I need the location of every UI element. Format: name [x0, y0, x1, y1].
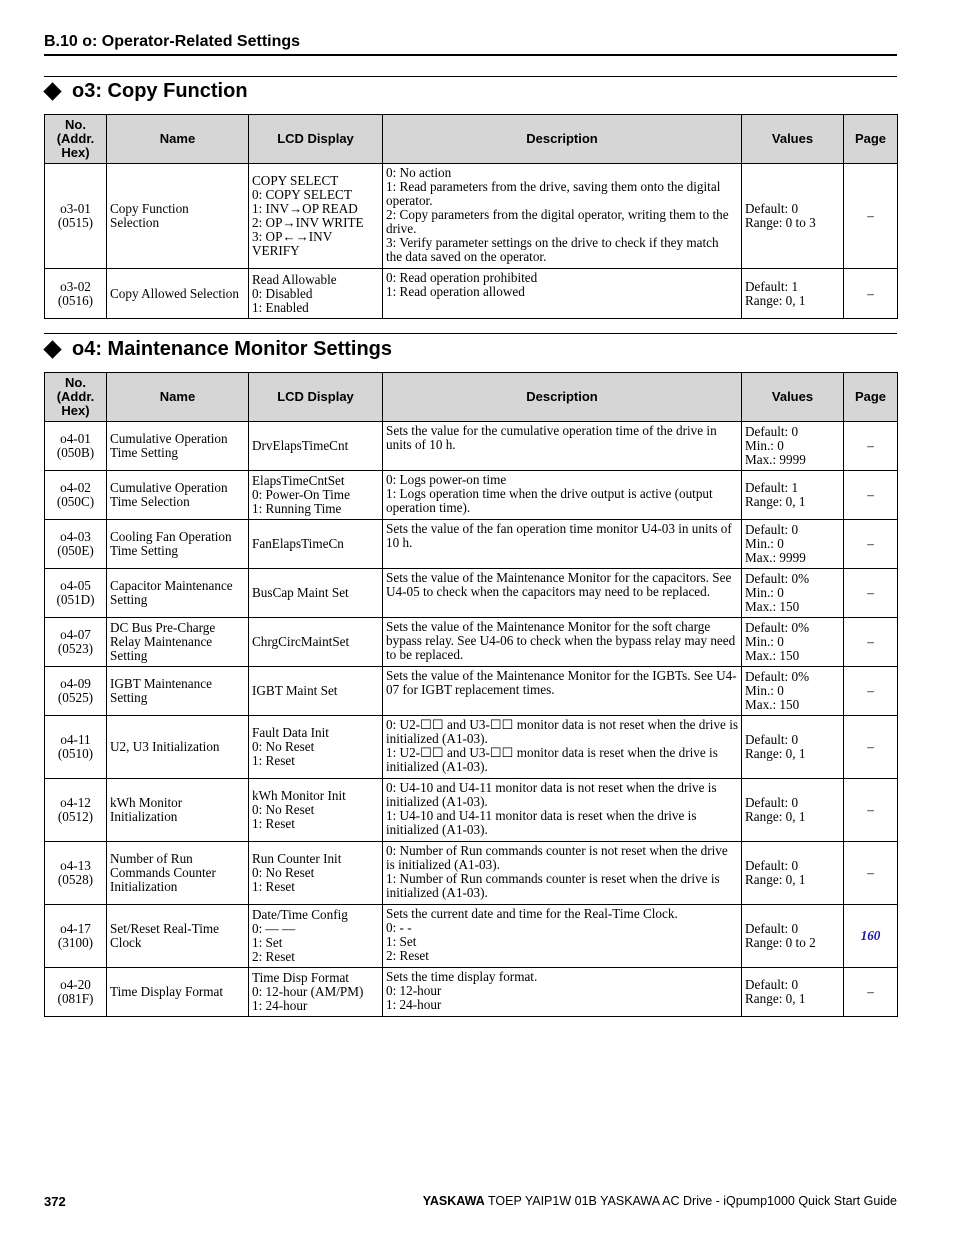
- cell-page: –: [844, 520, 898, 569]
- cell-no: o4-11 (0510): [45, 716, 107, 779]
- cell-name: Cumulative Operation Time Setting: [107, 422, 249, 471]
- cell-lcd: Fault Data Init 0: No Reset 1: Reset: [249, 716, 383, 779]
- cell-desc: 0: Read operation prohibited 1: Read operation allowed: [383, 269, 742, 319]
- cell-values: Default: 0 Range: 0, 1: [742, 716, 844, 779]
- column-header-values: Values: [742, 373, 844, 422]
- cell-no: o3-01 (0515): [45, 164, 107, 269]
- table-header-row: [45, 115, 898, 164]
- cell-lcd: IGBT Maint Set: [249, 667, 383, 716]
- cell-page: –: [844, 164, 898, 269]
- cell-lcd: ChrgCircMaintSet: [249, 618, 383, 667]
- cell-lcd: ElapsTimeCntSet 0: Power-On Time 1: Running Time: [249, 471, 383, 520]
- table-row: [45, 269, 898, 319]
- cell-name: U2, U3 Initialization: [107, 716, 249, 779]
- cell-desc: Sets the value of the Maintenance Monitor for the capacitors. See U4-05 to check when the capacitors may need to be replaced.: [383, 569, 742, 618]
- column-header-no: No. (Addr. Hex): [45, 373, 107, 422]
- column-header-desc: Description: [383, 115, 742, 164]
- cell-page: –: [844, 716, 898, 779]
- cell-name: Capacitor Maintenance Setting: [107, 569, 249, 618]
- cell-no: o4-02 (050C): [45, 471, 107, 520]
- cell-lcd: Read Allowable 0: Disabled 1: Enabled: [249, 269, 383, 319]
- footer-doc: TOEP YAIP1W 01B YASKAWA AC Drive - iQpump1000 Quick Start Guide: [484, 1194, 897, 1208]
- cell-lcd: FanElapsTimeCn: [249, 520, 383, 569]
- cell-desc: 0: Logs power-on time 1: Logs operation time when the drive output is active (output operation time).: [383, 471, 742, 520]
- cell-no: o4-09 (0525): [45, 667, 107, 716]
- table-row: [45, 667, 898, 716]
- cell-desc: Sets the value for the cumulative operation time of the drive in units of 10 h.: [383, 422, 742, 471]
- cell-no: o4-03 (050E): [45, 520, 107, 569]
- cell-lcd: Run Counter Init 0: No Reset 1: Reset: [249, 842, 383, 905]
- cell-values: Default: 1 Range: 0, 1: [742, 269, 844, 319]
- table-row: [45, 569, 898, 618]
- cell-values: Default: 0% Min.: 0 Max.: 150: [742, 667, 844, 716]
- cell-name: DC Bus Pre-Charge Relay Maintenance Setting: [107, 618, 249, 667]
- column-header-name: Name: [107, 373, 249, 422]
- cell-page: –: [844, 471, 898, 520]
- cell-no: o4-01 (050B): [45, 422, 107, 471]
- cell-no: o4-20 (081F): [45, 968, 107, 1017]
- cell-desc: Sets the value of the fan operation time monitor U4-03 in units of 10 h.: [383, 520, 742, 569]
- cell-values: Default: 0% Min.: 0 Max.: 150: [742, 569, 844, 618]
- cell-page: –: [844, 569, 898, 618]
- cell-page: –: [844, 779, 898, 842]
- cell-values: Default: 0 Min.: 0 Max.: 9999: [742, 520, 844, 569]
- cell-values: Default: 0 Range: 0, 1: [742, 779, 844, 842]
- cell-no: o4-12 (0512): [45, 779, 107, 842]
- cell-lcd: Date/Time Config 0: — — 1: Set 2: Reset: [249, 905, 383, 968]
- cell-values: Default: 0 Range: 0 to 2: [742, 905, 844, 968]
- cell-desc: Sets the current date and time for the Real-Time Clock. 0: - - 1: Set 2: Reset: [383, 905, 742, 968]
- cell-page: –: [844, 618, 898, 667]
- cell-no: o3-02 (0516): [45, 269, 107, 319]
- footer-brand: YASKAWA: [422, 1194, 485, 1208]
- cell-values: Default: 0% Min.: 0 Max.: 150: [742, 618, 844, 667]
- diamond-bullet-icon: [43, 340, 61, 358]
- table-row: [45, 716, 898, 779]
- page-link[interactable]: 160: [860, 928, 881, 943]
- cell-name: Cooling Fan Operation Time Setting: [107, 520, 249, 569]
- header-rule: [44, 54, 897, 56]
- cell-page: –: [844, 422, 898, 471]
- table-row: [45, 164, 898, 269]
- cell-desc: Sets the time display format. 0: 12-hour 1: 24-hour: [383, 968, 742, 1017]
- section-title: [44, 338, 392, 361]
- cell-name: Number of Run Commands Counter Initialization: [107, 842, 249, 905]
- table-row: [45, 520, 898, 569]
- column-header-page: Page: [844, 373, 898, 422]
- table-row: [45, 779, 898, 842]
- table-row: [45, 968, 898, 1017]
- page-header-title: B.10 o: Operator-Related Settings: [44, 33, 301, 50]
- cell-desc: 0: No action 1: Read parameters from the drive, saving them onto the digital operator. 2: Copy parameters from the digital operator, writing them to the drive. 3: Verify parameter settings on the drive to check if they match the data saved on the operator.: [383, 164, 742, 269]
- cell-name: Set/Reset Real-Time Clock: [107, 905, 249, 968]
- cell-page: –: [844, 968, 898, 1017]
- cell-values: Default: 0 Range: 0, 1: [742, 968, 844, 1017]
- table-row: [45, 618, 898, 667]
- column-header-name: Name: [107, 115, 249, 164]
- cell-lcd: kWh Monitor Init 0: No Reset 1: Reset: [249, 779, 383, 842]
- parameter-table-o4: [44, 372, 898, 1017]
- section-title-text: o4: Maintenance Monitor Settings: [72, 338, 393, 360]
- section-rule: [44, 76, 897, 77]
- column-header-lcd: LCD Display: [249, 373, 383, 422]
- column-header-no: No. (Addr. Hex): [45, 115, 107, 164]
- cell-desc: 0: U4-10 and U4-11 monitor data is not reset when the drive is initialized (A1-03). 1: U4-10 and U4-11 monitor data is reset when the drive is initialized (A1-03).: [383, 779, 742, 842]
- cell-no: o4-17 (3100): [45, 905, 107, 968]
- section-title-text: o3: Copy Function: [72, 80, 248, 102]
- cell-values: Default: 0 Range: 0 to 3: [742, 164, 844, 269]
- table-row: [45, 842, 898, 905]
- cell-page: –: [844, 667, 898, 716]
- section-rule: [44, 333, 897, 334]
- column-header-lcd: LCD Display: [249, 115, 383, 164]
- cell-page: –: [844, 842, 898, 905]
- cell-no: o4-05 (051D): [45, 569, 107, 618]
- diamond-bullet-icon: [43, 82, 61, 100]
- column-header-values: Values: [742, 115, 844, 164]
- cell-desc: Sets the value of the Maintenance Monitor for the soft charge bypass relay. See U4-06 to check when the bypass relay may need to be replaced.: [383, 618, 742, 667]
- table-row: [45, 471, 898, 520]
- cell-no: o4-07 (0523): [45, 618, 107, 667]
- cell-name: IGBT Maintenance Setting: [107, 667, 249, 716]
- cell-page: [844, 905, 898, 968]
- table-row: [45, 905, 898, 968]
- cell-lcd: BusCap Maint Set: [249, 569, 383, 618]
- cell-page: –: [844, 269, 898, 319]
- cell-values: Default: 0 Range: 0, 1: [742, 842, 844, 905]
- cell-desc: Sets the value of the Maintenance Monitor for the IGBTs. See U4-07 for IGBT replacement times.: [383, 667, 742, 716]
- cell-lcd: Time Disp Format 0: 12-hour (AM/PM) 1: 24-hour: [249, 968, 383, 1017]
- cell-no: o4-13 (0528): [45, 842, 107, 905]
- cell-name: Time Display Format: [107, 968, 249, 1017]
- parameter-table-o3: [44, 114, 898, 319]
- cell-name: Copy Function Selection: [107, 164, 249, 269]
- section-title: [44, 80, 248, 103]
- table-row: [45, 422, 898, 471]
- cell-desc: 0: Number of Run commands counter is not reset when the drive is initialized (A1-03). 1: Number of Run commands counter is reset when the drive is initialized (A1-03).: [383, 842, 742, 905]
- column-header-page: Page: [844, 115, 898, 164]
- column-header-desc: Description: [383, 373, 742, 422]
- cell-values: Default: 0 Min.: 0 Max.: 9999: [742, 422, 844, 471]
- footer-doc-title: [423, 1194, 897, 1208]
- table-header-row: [45, 373, 898, 422]
- cell-name: kWh Monitor Initialization: [107, 779, 249, 842]
- cell-values: Default: 1 Range: 0, 1: [742, 471, 844, 520]
- cell-name: Cumulative Operation Time Selection: [107, 471, 249, 520]
- cell-name: Copy Allowed Selection: [107, 269, 249, 319]
- cell-lcd: DrvElapsTimeCnt: [249, 422, 383, 471]
- cell-lcd: COPY SELECT 0: COPY SELECT 1: INV→OP READ 2: OP→INV WRITE 3: OP←→INV VERIFY: [249, 164, 383, 269]
- page-number: 372: [44, 1194, 66, 1209]
- cell-desc: 0: U2-☐☐ and U3-☐☐ monitor data is not reset when the drive is initialized (A1-03). 1: U2-☐☐ and U3-☐☐ monitor data is reset when the drive is initialized (A1-03).: [383, 716, 742, 779]
